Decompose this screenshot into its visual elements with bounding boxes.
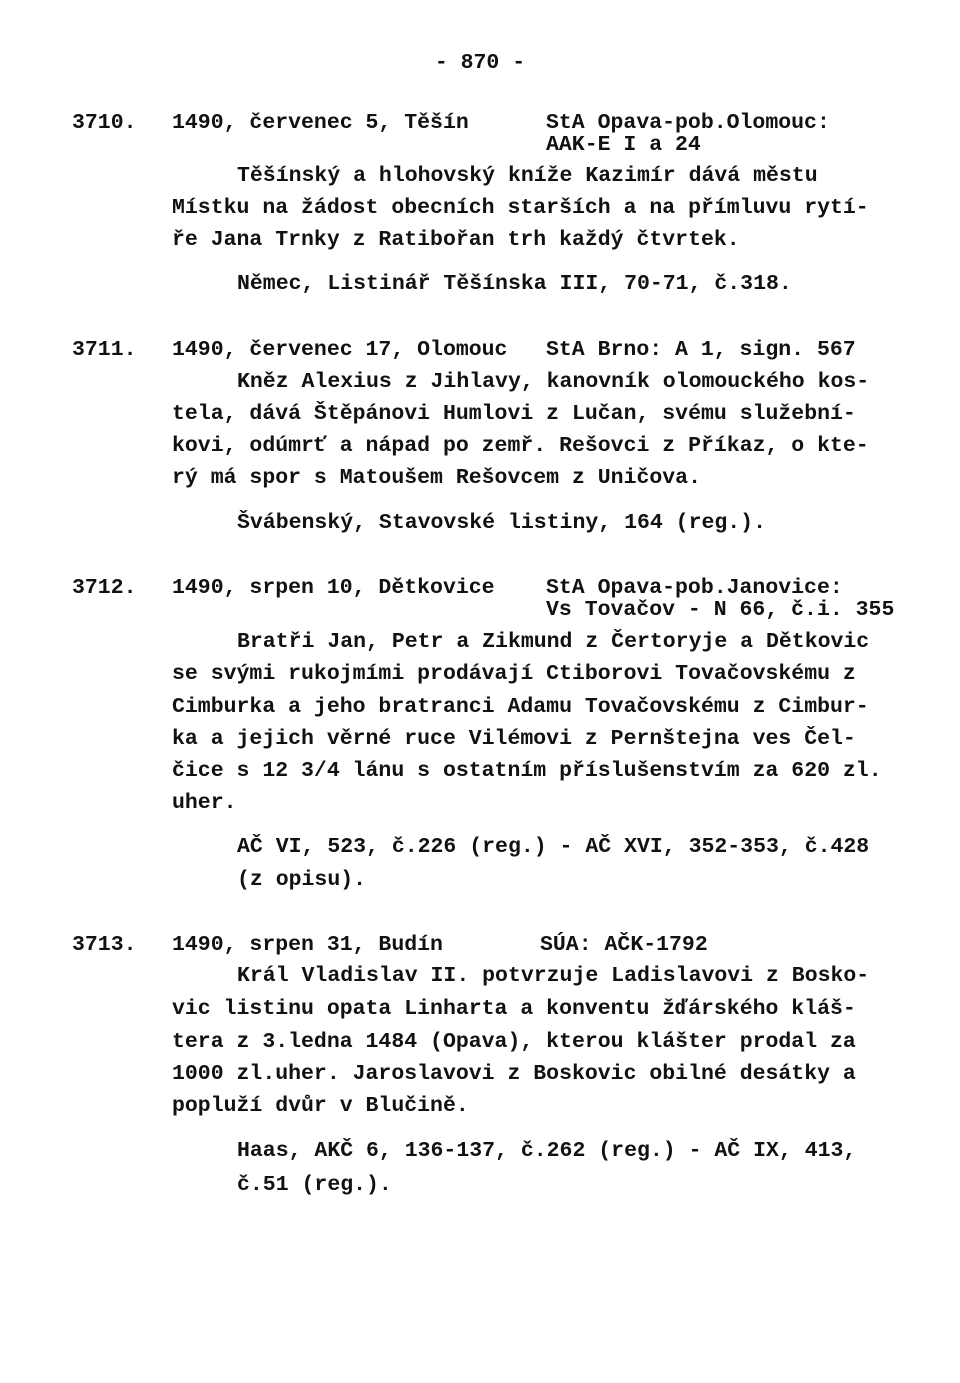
source-citation: Němec, Listinář Těšínska III, 70-71, č.318. bbox=[237, 272, 792, 296]
archive-reference: SÚA: AČK-1792 bbox=[540, 933, 708, 957]
regest-text-line: se svými rukojmími prodávají Ctiborovi Tovačovskému z bbox=[172, 662, 856, 686]
regest-text-line: tela, dává Štěpánovi Humlovi z Lučan, svému služební- bbox=[172, 402, 856, 426]
archive-reference: StA Opava-pob.Janovice: bbox=[546, 576, 843, 600]
regest-text-line: kovi, odúmrť a nápad po zemř. Rešovci z Příkaz, o kte- bbox=[172, 434, 869, 458]
entry-date-place: 1490, červenec 17, Olomouc bbox=[172, 338, 508, 362]
regest-text-line: tera z 3.ledna 1484 (Opava), kterou klášter prodal za bbox=[172, 1030, 856, 1054]
entry-number: 3712. bbox=[72, 576, 137, 600]
source-citation: AČ VI, 523, č.226 (reg.) - AČ XVI, 352-353, č.428 bbox=[237, 835, 870, 859]
archive-reference: StA Opava-pob.Olomouc: bbox=[546, 111, 830, 135]
page-number: - 870 - bbox=[434, 51, 526, 75]
regest-text-line: Bratři Jan, Petr a Zikmund z Čertoryje a Dětkovic bbox=[237, 630, 870, 654]
entry-date-place: 1490, srpen 10, Dětkovice bbox=[172, 576, 495, 600]
source-citation: Švábenský, Stavovské listiny, 164 (reg.). bbox=[237, 511, 766, 535]
regest-text-line: ka a jejich věrné ruce Vilémovi z Pernštejna ves Čel- bbox=[172, 727, 856, 751]
regest-text-line: Místku na žádost obecních starších a na přímluvu rytí- bbox=[172, 196, 869, 220]
archive-reference: AAK-E I a 24 bbox=[546, 133, 701, 157]
source-citation: (z opisu). bbox=[237, 868, 367, 892]
regest-text-line: čice s 12 3/4 lánu s ostatním příslušenstvím za 620 zl. bbox=[172, 759, 882, 783]
source-citation: Haas, AKČ 6, 136-137, č.262 (reg.) - AČ IX, 413, bbox=[237, 1139, 857, 1163]
regest-text-line: 1000 zl.uher. Jaroslavovi z Boskovic obilné desátky a bbox=[172, 1062, 856, 1086]
entry-number: 3713. bbox=[72, 933, 137, 957]
regest-text-line: ře Jana Trnky z Ratibořan trh každý čtvrtek. bbox=[172, 228, 740, 252]
entry-number: 3710. bbox=[72, 111, 137, 135]
regest-text-line: Těšínský a hlohovský kníže Kazimír dává městu bbox=[237, 164, 818, 188]
regest-text-line: popluží dvůr v Blučině. bbox=[172, 1094, 469, 1118]
source-citation: č.51 (reg.). bbox=[237, 1173, 392, 1197]
entry-date-place: 1490, červenec 5, Těšín bbox=[172, 111, 469, 135]
regest-text-line: vic listinu opata Linharta a konventu žďárského kláš- bbox=[172, 997, 856, 1021]
entry-number: 3711. bbox=[72, 338, 137, 362]
archive-reference: StA Brno: A 1, sign. 567 bbox=[546, 338, 856, 362]
entry-date-place: 1490, srpen 31, Budín bbox=[172, 933, 443, 957]
regest-text-line: Cimburka a jeho bratranci Adamu Tovačovskému z Cimbur- bbox=[172, 695, 869, 719]
archive-reference: Vs Tovačov - N 66, č.i. 355 bbox=[546, 598, 895, 622]
regest-text-line: rý má spor s Matoušem Rešovcem z Uničova. bbox=[172, 466, 701, 490]
regest-text-line: Král Vladislav II. potvrzuje Ladislavovi z Bosko- bbox=[237, 964, 870, 988]
regest-text-line: uher. bbox=[172, 791, 237, 815]
regest-text-line: Kněz Alexius z Jihlavy, kanovník olomouckého kos- bbox=[237, 370, 870, 394]
